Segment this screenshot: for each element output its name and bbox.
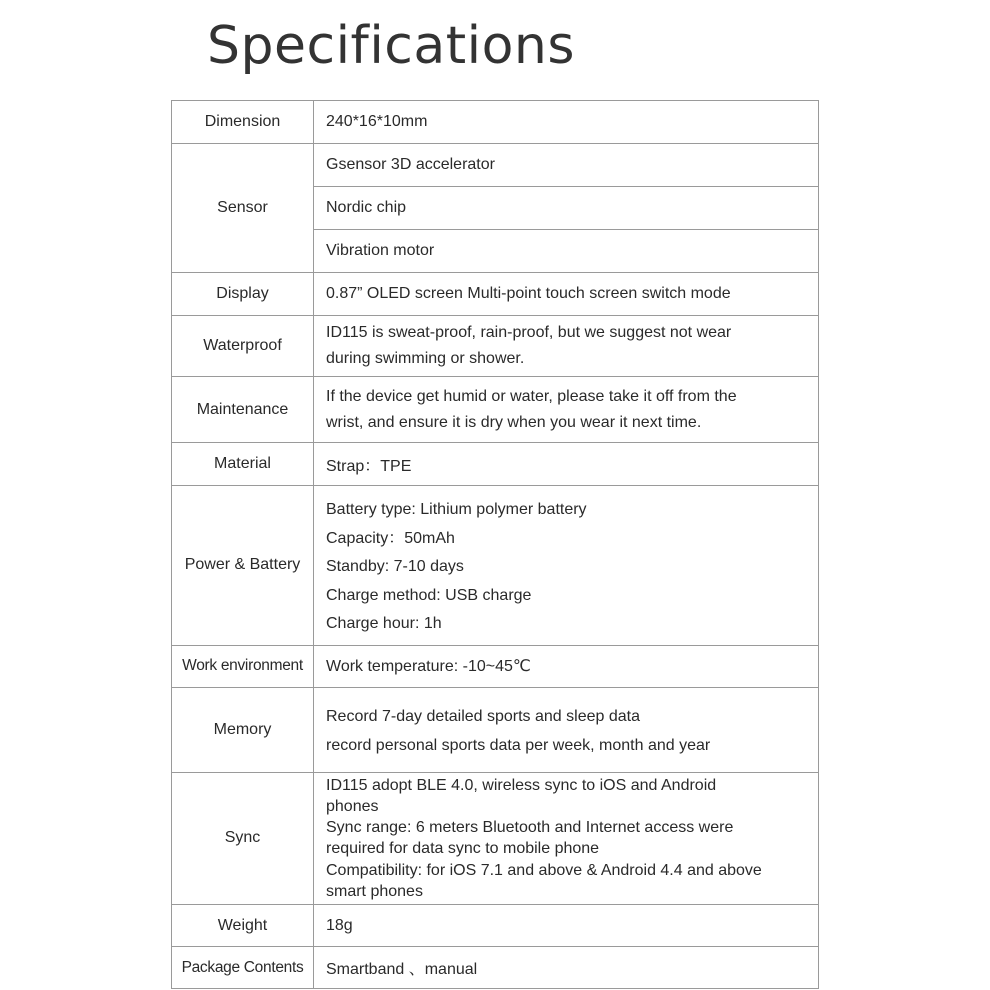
value-line: Battery type: Lithium polymer battery [326, 501, 587, 518]
row-value: Strap：TPE [314, 443, 819, 486]
row-value [314, 486, 819, 646]
row-label: Sensor [172, 144, 314, 273]
row-value [314, 772, 819, 905]
table-row-waterproof [172, 316, 819, 377]
table-row-dimension [172, 101, 819, 144]
row-label: Work environment [172, 645, 314, 687]
row-label: Material [172, 443, 314, 486]
value-line: ID115 adopt BLE 4.0, wireless sync to iOS and Android [326, 776, 717, 794]
row-value: Work temperature: -10~45℃ [314, 645, 819, 687]
row-label: Waterproof [172, 316, 314, 377]
value-line: ID115 is sweat-proof, rain-proof, but we suggest not wear [326, 324, 732, 341]
row-value [314, 687, 819, 772]
sub-value: Vibration motor [326, 242, 435, 259]
table-row-package-contents [172, 947, 819, 989]
specifications-table [171, 100, 819, 989]
value-line: Record 7-day detailed sports and sleep data [326, 707, 640, 725]
table-row-material [172, 443, 819, 486]
value-line: If the device get humid or water, please take it off from the [326, 387, 737, 405]
value-line: during swimming or shower. [326, 350, 525, 367]
row-value [314, 316, 819, 377]
table-row-maintenance [172, 377, 819, 443]
value-line: phones [326, 797, 379, 815]
value-line: Standby: 7-10 days [326, 558, 464, 575]
row-value: 240*16*10mm [314, 101, 819, 144]
table-row-display [172, 273, 819, 316]
row-value: 0.87” OLED screen Multi-point touch screen switch mode [314, 273, 819, 316]
table-row-memory [172, 687, 819, 772]
row-value-group [314, 144, 819, 273]
row-value: Smartband 、manual [314, 947, 819, 989]
value-line: required for data sync to mobile phone [326, 840, 600, 858]
row-label: Weight [172, 905, 314, 947]
page-title: Specifications [207, 16, 575, 76]
row-label: Package Contents [172, 947, 314, 989]
value-line: Charge method: USB charge [326, 586, 532, 604]
row-label: Dimension [172, 101, 314, 144]
value-line: Sync range: 6 meters Bluetooth and Internet access were [326, 819, 734, 837]
row-label: Memory [172, 687, 314, 772]
table-row-sensor [172, 144, 819, 273]
value-line: smart phones [326, 882, 423, 900]
table-row-power-battery [172, 486, 819, 646]
row-label: Sync [172, 772, 314, 905]
table-row-sync [172, 772, 819, 905]
value-line: Capacity：50mAh [326, 529, 455, 547]
value-line: Compatibility: for iOS 7.1 and above & Android 4.4 and above [326, 861, 762, 879]
row-label: Power & Battery [172, 486, 314, 646]
table-row-work-environment [172, 645, 819, 687]
row-value [314, 377, 819, 443]
value-line: Charge hour: 1h [326, 615, 442, 632]
value-line: record personal sports data per week, month and year [326, 736, 711, 754]
row-value: 18g [314, 905, 819, 947]
table-row-weight [172, 905, 819, 947]
row-label: Display [172, 273, 314, 316]
sub-value: Gsensor 3D accelerator [314, 144, 818, 187]
sub-value: Nordic chip [314, 187, 818, 230]
value-line: wrist, and ensure it is dry when you wear it next time. [326, 413, 702, 431]
row-label: Maintenance [172, 377, 314, 443]
